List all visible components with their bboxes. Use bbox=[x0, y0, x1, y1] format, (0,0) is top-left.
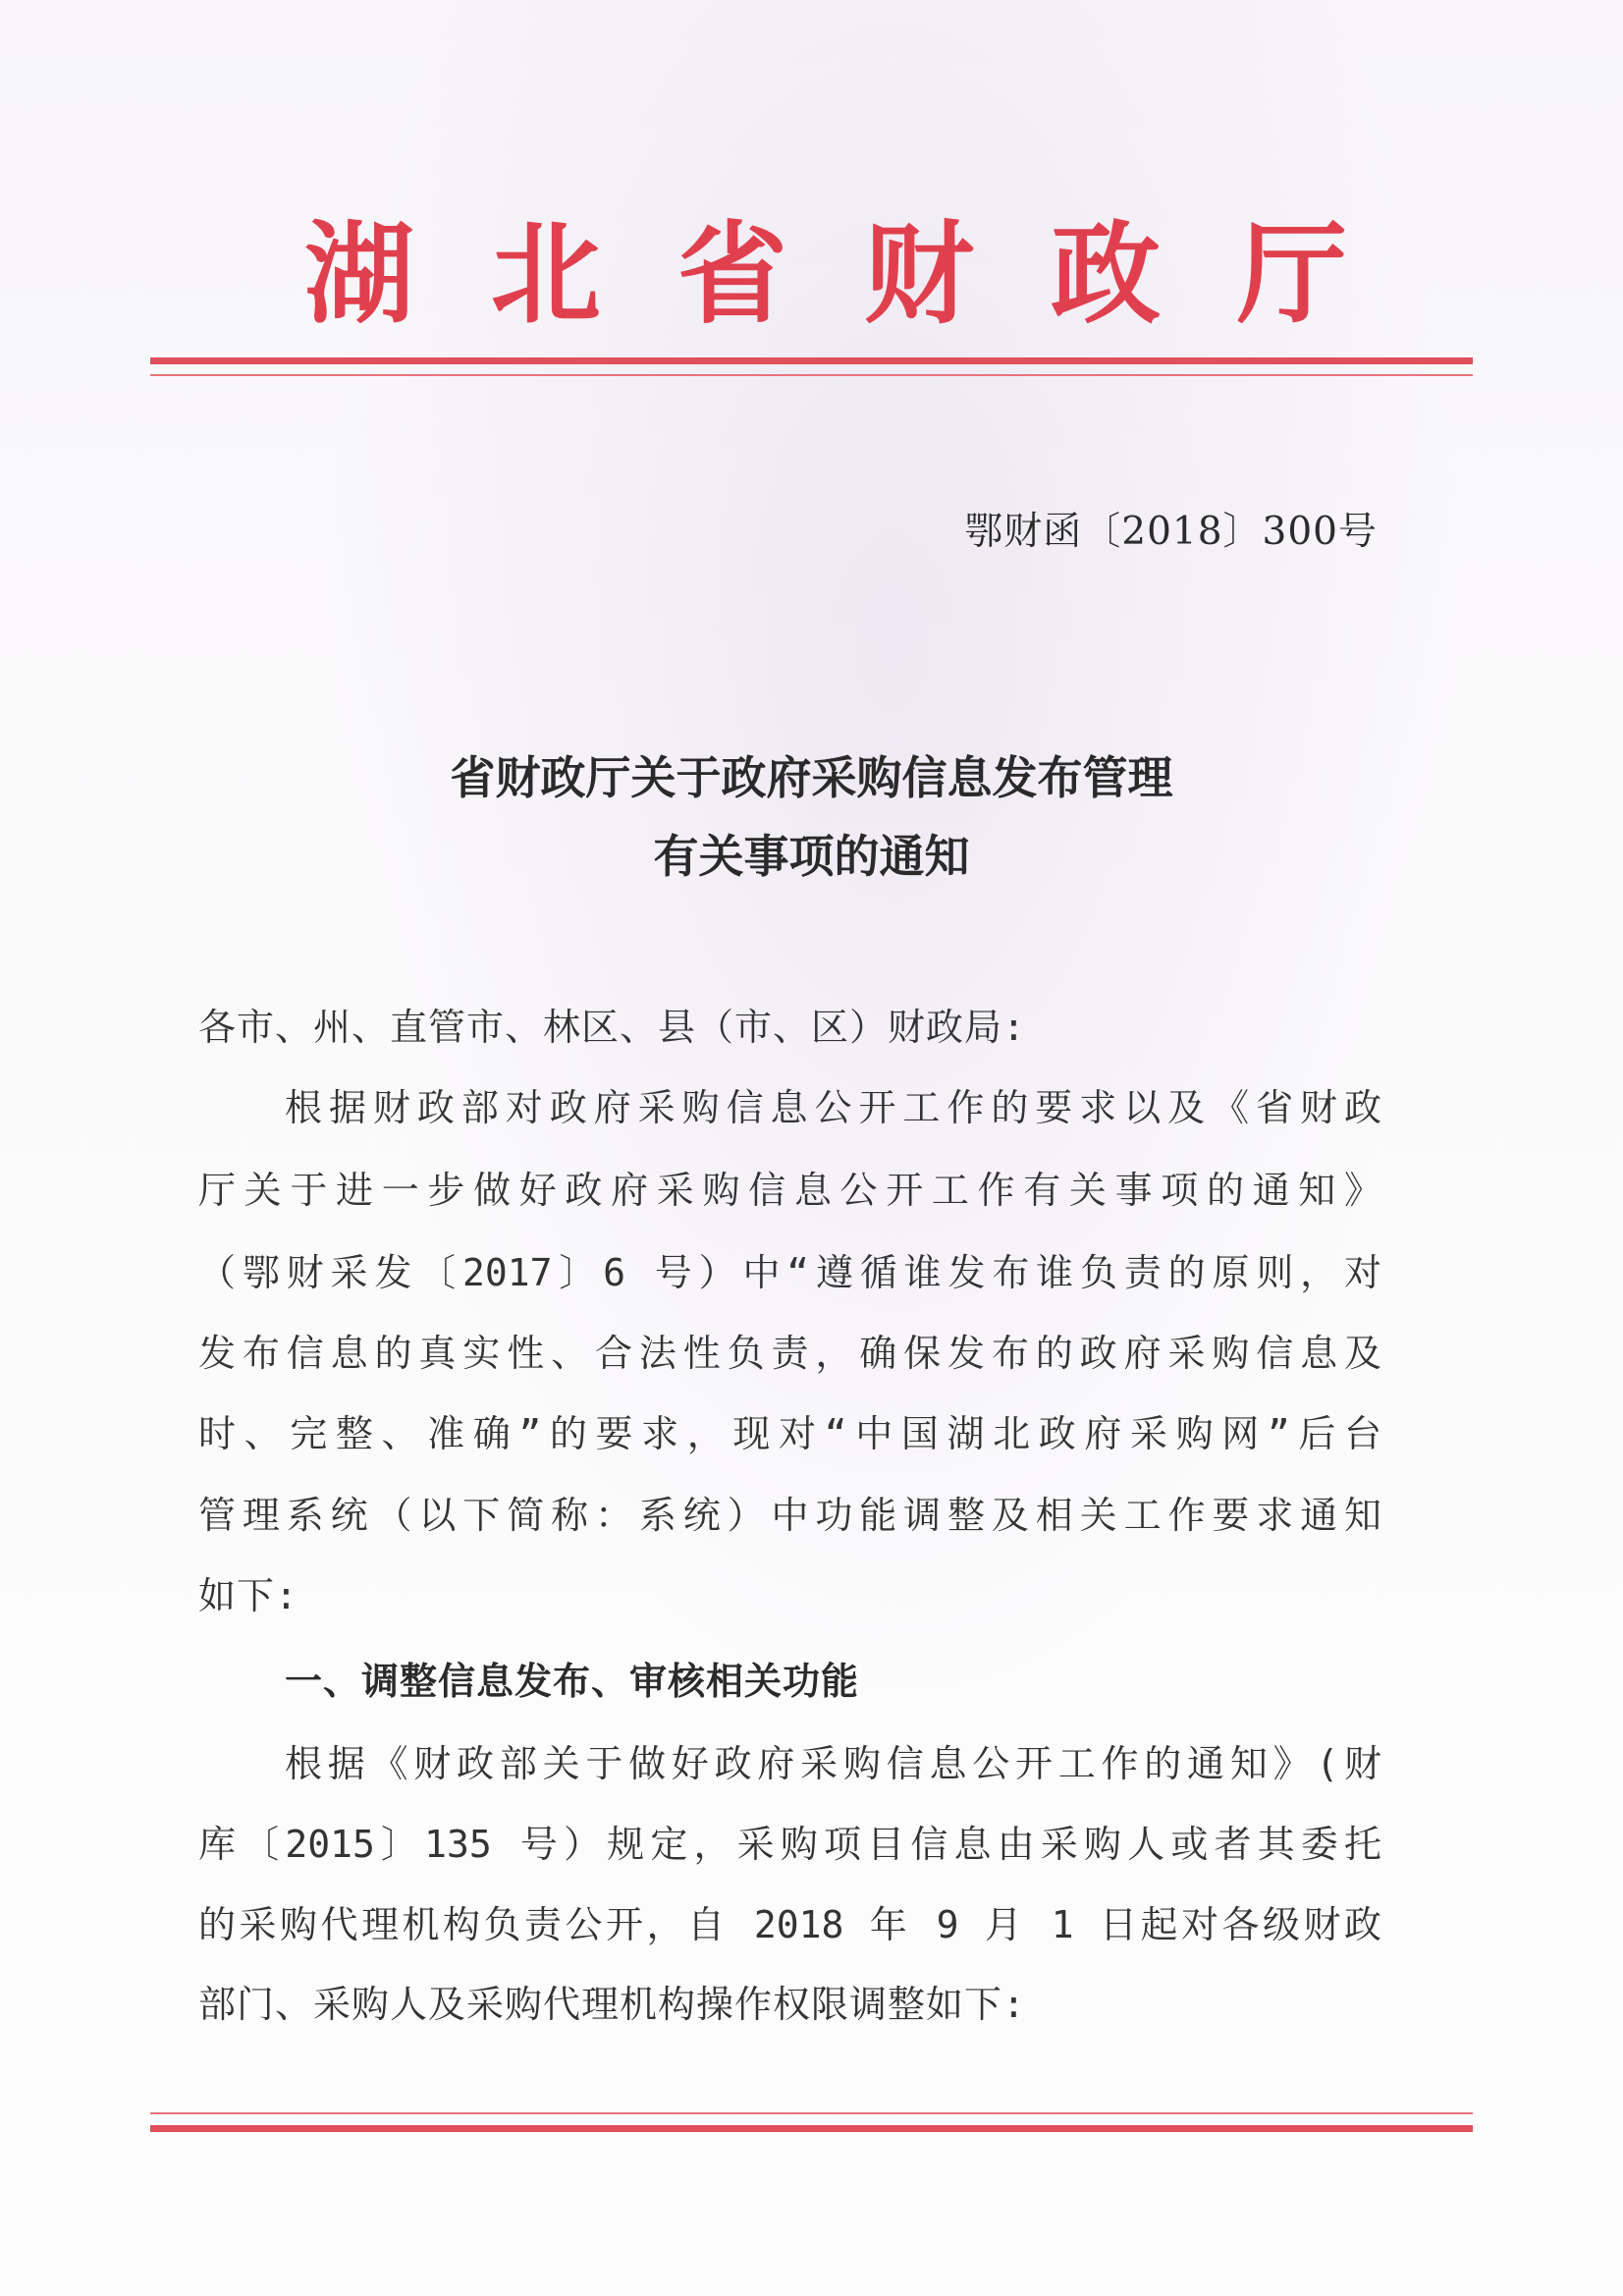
paragraph-1-line: 根据财政部对政府采购信息公开工作的要求以及《省财政 bbox=[285, 1086, 1381, 1129]
agency-letterhead: 湖北省财政厅 bbox=[304, 210, 1424, 339]
paragraph-2-line: 库〔2015〕135 号）规定，采购项目信息由采购人或者其委托 bbox=[198, 1823, 1381, 1866]
document-title-line-2: 有关事项的通知 bbox=[653, 830, 970, 883]
paragraph-1-line: 发布信息的真实性、合法性负责，确保发布的政府采购信息及 bbox=[198, 1332, 1381, 1375]
paragraph-1-line: 时、完整、准确”的要求，现对“中国湖北政府采购网”后台 bbox=[198, 1412, 1381, 1455]
letterhead-divider-thin bbox=[150, 374, 1473, 376]
paragraph-1-line: （鄂财采发〔2017〕6 号）中“遵循谁发布谁负责的原则，对 bbox=[198, 1251, 1381, 1294]
document-number: 鄂财函〔2018〕300号 bbox=[964, 510, 1378, 554]
paragraph-1-line: 厅关于进一步做好政府采购信息公开工作有关事项的通知》 bbox=[198, 1169, 1381, 1212]
paragraph-2-line: 的采购代理机构负责公开，自 2018 年 9 月 1 日起对各级财政 bbox=[198, 1903, 1381, 1946]
paragraph-2-line: 根据《财政部关于做好政府采购信息公开工作的通知》(财 bbox=[285, 1742, 1381, 1785]
letterhead-divider-thick bbox=[150, 357, 1473, 364]
document-title-line-1: 省财政厅关于政府采购信息发布管理 bbox=[450, 751, 1173, 804]
footer-divider-thick bbox=[150, 2125, 1473, 2132]
section-1-heading: 一、调整信息发布、审核相关功能 bbox=[285, 1660, 860, 1703]
paragraph-2-line: 部门、采购人及采购代理机构操作权限调整如下: bbox=[198, 1983, 1026, 2026]
paragraph-1-line: 管理系统（以下简称：系统）中功能调整及相关工作要求通知 bbox=[198, 1494, 1381, 1537]
paragraph-1-line: 如下: bbox=[198, 1574, 298, 1617]
salutation: 各市、州、直管市、林区、县（市、区）财政局: bbox=[198, 1006, 1026, 1049]
footer-divider-thin bbox=[150, 2112, 1473, 2114]
